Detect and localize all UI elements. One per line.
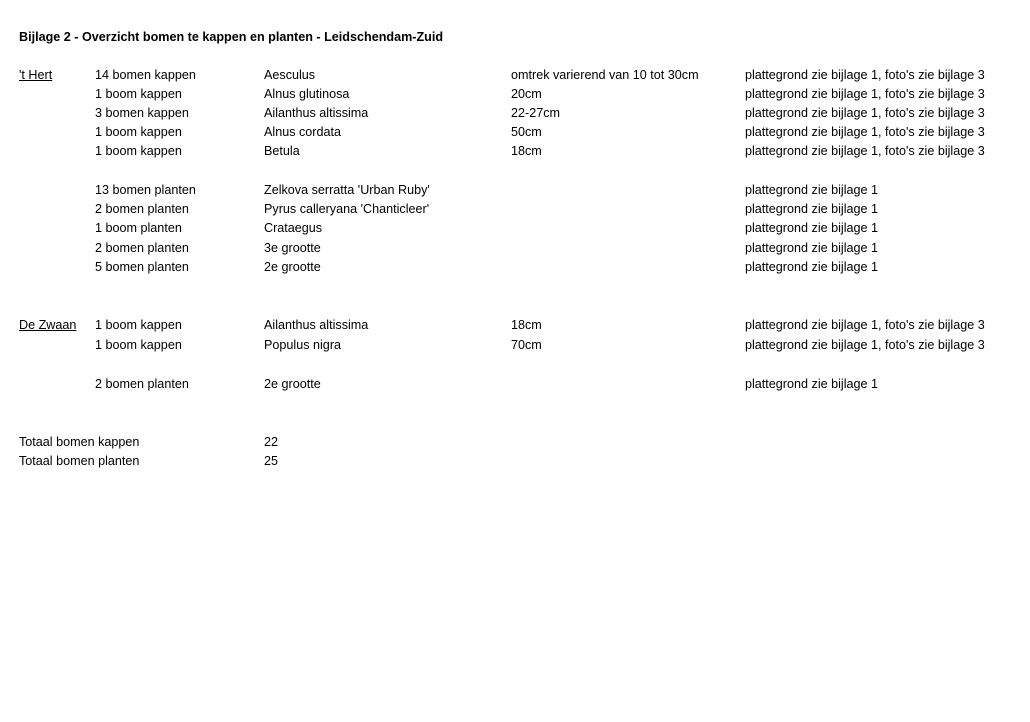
species-cell: Pyrus calleryana 'Chanticleer'	[264, 202, 430, 216]
species-cell: Ailanthus altissima	[264, 106, 369, 120]
note-cell: plattegrond zie bijlage 1	[745, 260, 879, 274]
species-cell: Crataegus	[264, 221, 323, 235]
note-cell: plattegrond zie bijlage 1, foto's zie bijlage 3	[745, 338, 985, 352]
table-row	[0, 181, 1030, 200]
species-cell: 2e grootte	[264, 377, 321, 391]
total-row-planten	[0, 452, 1030, 471]
species-cell: Alnus cordata	[264, 125, 342, 139]
species-cell: Aesculus	[264, 68, 316, 82]
note-cell: plattegrond zie bijlage 1	[745, 241, 879, 255]
table-row	[0, 219, 1030, 238]
note-cell: plattegrond zie bijlage 1, foto's zie bijlage 3	[745, 318, 985, 332]
species-cell: 3e grootte	[264, 241, 321, 255]
table-row	[0, 258, 1030, 277]
size-cell: 22-27cm	[511, 106, 560, 120]
action-cell: 1 boom kappen	[95, 87, 182, 101]
action-cell: 2 bomen planten	[95, 377, 189, 391]
table-row	[0, 142, 1030, 161]
action-cell: 13 bomen planten	[95, 183, 196, 197]
total-value: 22	[264, 435, 279, 449]
table-row	[0, 66, 1030, 85]
action-cell: 3 bomen kappen	[95, 106, 189, 120]
action-cell: 5 bomen planten	[95, 260, 189, 274]
table-row	[0, 85, 1030, 104]
note-cell: plattegrond zie bijlage 1, foto's zie bijlage 3	[745, 125, 985, 139]
action-cell: 1 boom kappen	[95, 338, 182, 352]
species-cell: Alnus glutinosa	[264, 87, 350, 101]
table-row	[0, 104, 1030, 123]
species-cell: 2e grootte	[264, 260, 321, 274]
note-cell: plattegrond zie bijlage 1, foto's zie bijlage 3	[745, 68, 985, 82]
action-cell: 2 bomen planten	[95, 202, 189, 216]
total-value: 25	[264, 454, 279, 468]
size-cell: 18cm	[511, 144, 542, 158]
size-cell: 20cm	[511, 87, 542, 101]
species-cell: Populus nigra	[264, 338, 342, 352]
species-cell: Zelkova serratta 'Urban Ruby'	[264, 183, 430, 197]
total-row-kappen	[0, 433, 1030, 452]
note-cell: plattegrond zie bijlage 1	[745, 221, 879, 235]
table-row	[0, 375, 1030, 394]
location-label-hert: 't Hert	[19, 68, 53, 82]
note-cell: plattegrond zie bijlage 1, foto's zie bijlage 3	[745, 87, 985, 101]
action-cell: 2 bomen planten	[95, 241, 189, 255]
species-cell: Ailanthus altissima	[264, 318, 369, 332]
table-row	[0, 336, 1030, 355]
size-cell: 50cm	[511, 125, 542, 139]
total-label: Totaal bomen kappen	[19, 435, 140, 449]
table-row	[0, 123, 1030, 142]
table-row	[0, 239, 1030, 258]
table-row	[0, 200, 1030, 219]
action-cell: 1 boom planten	[95, 221, 182, 235]
note-cell: plattegrond zie bijlage 1, foto's zie bijlage 3	[745, 144, 985, 158]
location-label-zwaan: De Zwaan	[19, 318, 77, 332]
action-cell: 1 boom kappen	[95, 318, 182, 332]
total-label: Totaal bomen planten	[19, 454, 140, 468]
note-cell: plattegrond zie bijlage 1	[745, 377, 879, 391]
note-cell: plattegrond zie bijlage 1	[745, 202, 879, 216]
note-cell: plattegrond zie bijlage 1	[745, 183, 879, 197]
species-cell: Betula	[264, 144, 300, 158]
note-cell: plattegrond zie bijlage 1, foto's zie bijlage 3	[745, 106, 985, 120]
size-cell: omtrek varierend van 10 tot 30cm	[511, 68, 699, 82]
action-cell: 14 bomen kappen	[95, 68, 196, 82]
action-cell: 1 boom kappen	[95, 125, 182, 139]
action-cell: 1 boom kappen	[95, 144, 182, 158]
page-title: Bijlage 2 - Overzicht bomen te kappen en planten - Leidschendam-Zuid	[19, 30, 444, 44]
table-row	[0, 316, 1030, 335]
size-cell: 70cm	[511, 338, 542, 352]
size-cell: 18cm	[511, 318, 542, 332]
